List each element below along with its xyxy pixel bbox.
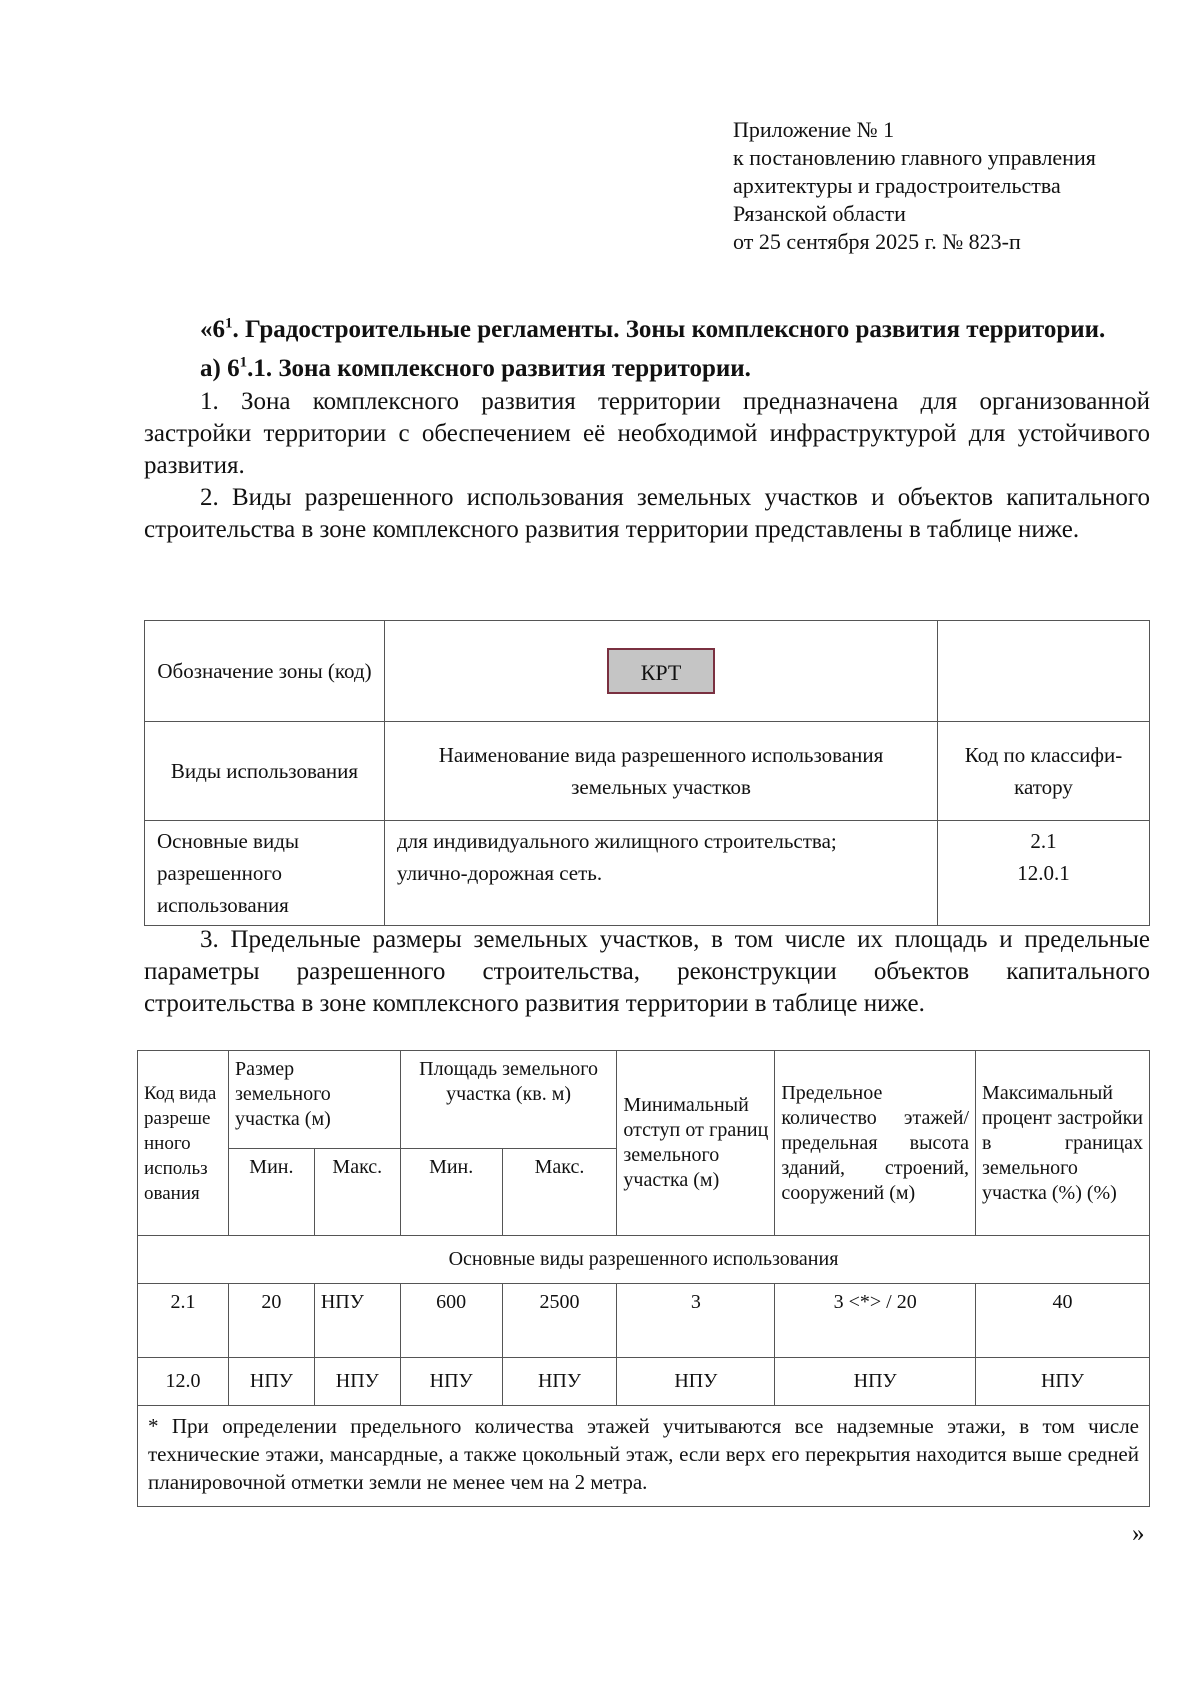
header-code-cell: Код по классифи-катору bbox=[938, 722, 1150, 821]
zone-uses-table bbox=[144, 620, 1150, 926]
cell: НПУ bbox=[314, 1358, 400, 1406]
header-area: Площадь земельного участка (кв. м) bbox=[400, 1051, 617, 1149]
row-code-line: 2.1 bbox=[1030, 829, 1057, 853]
header-area-max: Макс. bbox=[502, 1149, 617, 1236]
header-code: Код вида разреше нного использ ования bbox=[138, 1051, 229, 1236]
cell: НПУ bbox=[228, 1358, 314, 1406]
cell: НПУ bbox=[400, 1358, 502, 1406]
header-area-min: Мин. bbox=[400, 1149, 502, 1236]
header-size-max: Макс. bbox=[314, 1149, 400, 1236]
cell: 40 bbox=[976, 1284, 1150, 1358]
paragraph-3: 3. Предельные размеры земельных участков, в том числе их площадь и предельные параметры разрешенного строительства, реконструкции объектов капитального строительства в зоне комплексного развития территории в таблице ниже. bbox=[144, 926, 1150, 1017]
row-name-cell bbox=[385, 821, 938, 926]
cell: НПУ bbox=[314, 1284, 400, 1358]
row-name-line: для индивидуального жилищного строительства; bbox=[397, 829, 837, 853]
appendix-line: Приложение № 1 bbox=[733, 117, 895, 142]
parameters-table bbox=[137, 1050, 1150, 1507]
appendix-block bbox=[733, 116, 1096, 256]
main-content bbox=[144, 312, 1150, 546]
cell: 2500 bbox=[502, 1284, 617, 1358]
cell: НПУ bbox=[502, 1358, 617, 1406]
footnote: * При определении предельного количества этажей учитываются все надземные этажи, в том числе технические этажи, мансардные, а также цокольный этаж, если верх его перекрытия находится выше средней планировочной отметки земли не менее чем на 2 метра. bbox=[138, 1406, 1150, 1507]
section-heading: «$6^1$. Градостроительные регламенты. Зоны комплексного развития территории. bbox=[200, 315, 1106, 343]
row-code-cell bbox=[938, 821, 1150, 926]
cell: НПУ bbox=[976, 1358, 1150, 1406]
zone-code-badge: КРТ bbox=[607, 648, 715, 694]
cell: 3 <*> / 20 bbox=[775, 1284, 976, 1358]
cell: 20 bbox=[228, 1284, 314, 1358]
zone-code-cell bbox=[385, 621, 938, 722]
paragraph-1: 1. Зона комплексного развития территории предназначена для организованной застройки территории с обеспечением её необходимой инфраструктурой для устойчивого развития. bbox=[144, 388, 1150, 479]
header-percent: Максимальный процент застройки в границах земельного участка (%) (%) bbox=[976, 1051, 1150, 1236]
cell: 600 bbox=[400, 1284, 502, 1358]
header-name-cell: Наименование вида разрешенного использования земельных участков bbox=[385, 722, 938, 821]
cell: 3 bbox=[617, 1284, 775, 1358]
zone-label-cell: Обозначение зоны (код) bbox=[145, 621, 385, 722]
header-size: Размер земельного участка (м) bbox=[228, 1051, 400, 1149]
appendix-line: Рязанской области bbox=[733, 201, 906, 226]
cell: 2.1 bbox=[138, 1284, 229, 1358]
header-setback: Минимальный отступ от границ земельного участка (м) bbox=[617, 1051, 775, 1236]
header-size-min: Мин. bbox=[228, 1149, 314, 1236]
section-title-row: Основные виды разрешенного использования bbox=[138, 1236, 1150, 1284]
paragraph-2: 2. Виды разрешенного использования земельных участков и объектов капитального строительства в зоне комплексного развития территории представлены в таблице ниже. bbox=[144, 484, 1150, 543]
cell: НПУ bbox=[775, 1358, 976, 1406]
paragraph-3-wrap bbox=[144, 924, 1150, 1020]
appendix-line: от 25 сентября 2025 г. № 823-п bbox=[733, 229, 1021, 254]
header-use-cell: Виды использования bbox=[145, 722, 385, 821]
row-name-line: улично-дорожная сеть. bbox=[397, 861, 603, 885]
header-floors: Предельное количество этажей/предельная высота зданий, строений, сооружений (м) bbox=[775, 1051, 976, 1236]
closing-quote: » bbox=[1132, 1520, 1145, 1547]
cell: НПУ bbox=[617, 1358, 775, 1406]
row-label-cell: Основные виды разрешенного использования bbox=[145, 821, 385, 926]
appendix-line: архитектуры и градостроительства bbox=[733, 173, 1061, 198]
subsection-heading: а) $6^1.1$. Зона комплексного развития территории. bbox=[200, 354, 751, 382]
appendix-line: к постановлению главного управления bbox=[733, 145, 1096, 170]
cell: 12.0 bbox=[138, 1358, 229, 1406]
empty-cell bbox=[938, 621, 1150, 722]
row-code-line: 12.0.1 bbox=[1017, 861, 1070, 885]
